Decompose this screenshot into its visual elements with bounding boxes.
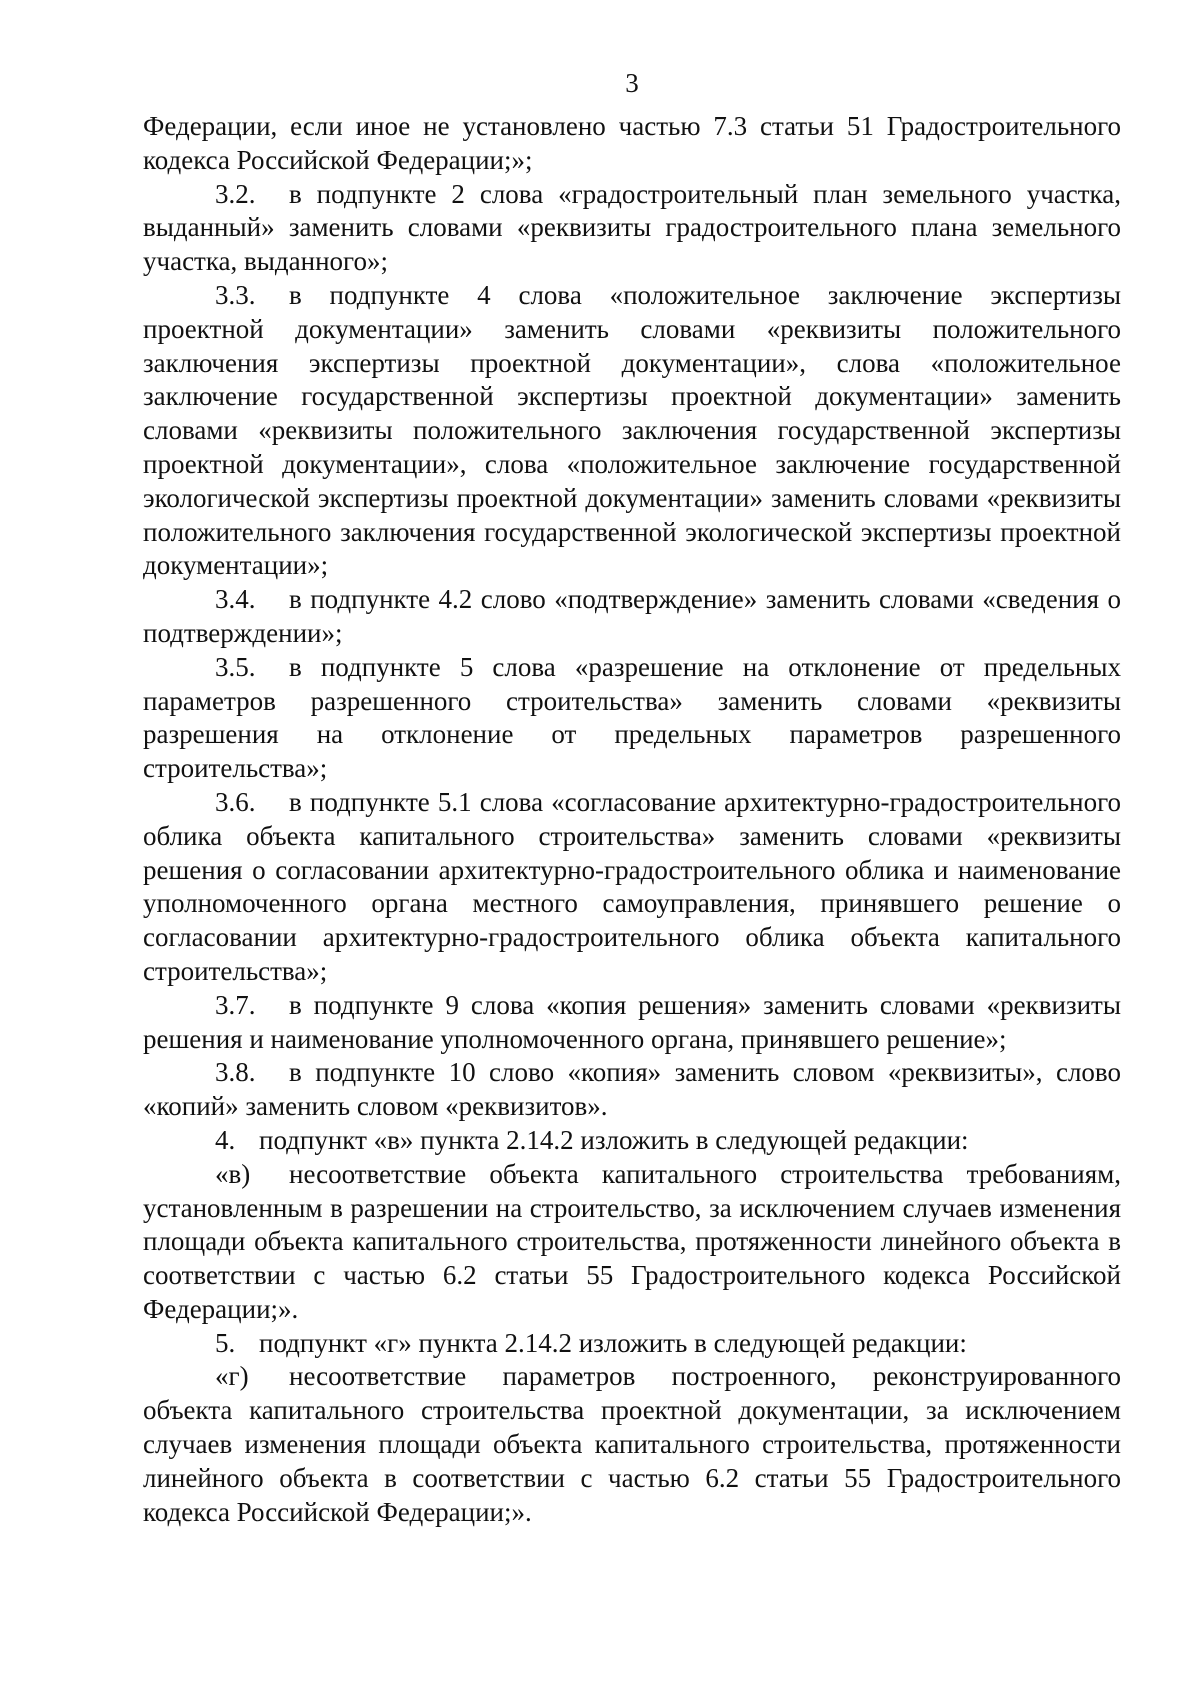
document-body (143, 110, 1121, 1529)
paragraph-label: 3.7. (215, 989, 256, 1020)
paragraph-text: несоответствие объекта капитального строительства требованиям, установленным в разрешении на строительство, за исключением случаев изменения площади объекта капитального строительства, протяженности линейного объекта в соответствии с частью 6.2 статьи 55 Градостроительного кодекса Российской Федерации;». (143, 1158, 1121, 1324)
paragraph-label: 4. (215, 1124, 236, 1155)
paragraph-label: 5. (215, 1327, 236, 1358)
paragraph-continuation (143, 110, 1121, 178)
paragraph-text: в подпункте 5 слова «разрешение на отклонение от предельных параметров разрешенного строительства» заменить словами «реквизиты разрешения на отклонение от предельных параметров разрешенного строительства»; (143, 651, 1121, 784)
paragraph-3-4 (143, 583, 1121, 651)
paragraph-text: в подпункте 10 слово «копия» заменить словом «реквизиты», слово «копий» заменить словом «реквизитов». (143, 1057, 1121, 1122)
paragraph-label: «в) (215, 1158, 251, 1189)
paragraph-3-7 (143, 989, 1121, 1057)
paragraph-3-6 (143, 786, 1121, 989)
paragraph-text: подпункт «г» пункта 2.14.2 изложить в следующей редакции: (259, 1327, 967, 1358)
paragraph-label: 3.6. (215, 786, 256, 817)
page-number: 3 (625, 68, 639, 98)
paragraph-text: несоответствие параметров построенного, реконструированного объекта капитального строительства проектной документации, за исключением случаев изменения площади объекта капитального строительства, протяженности линейного объекта в соответствии с частью 6.2 статьи 55 Градостроительного кодекса Российской Федерации;». (143, 1361, 1121, 1527)
paragraph-3-5 (143, 651, 1121, 786)
paragraph-4 (143, 1124, 1121, 1158)
paragraph-label: 3.5. (215, 651, 256, 682)
paragraph-text: в подпункте 4 слова «положительное заключение экспертизы проектной документации» заменить словами «реквизиты положительного заключения экспертизы проектной документации», слова «положительное заключение государственной экспертизы проектной документации» заменить словами «реквизиты положительного заключения государственной экспертизы проектной документации», слова «положительное заключение государственной экологической экспертизы проектной документации» заменить словами «реквизиты положительного заключения государственной экологической экспертизы проектной документации»; (143, 279, 1121, 581)
paragraph-5-g (143, 1360, 1121, 1529)
paragraph-text: в подпункте 4.2 слово «подтверждение» заменить словами «сведения о подтверждении»; (143, 584, 1121, 648)
paragraph-text: Федерации, если иное не установлено частью 7.3 статьи 51 Градостроительного кодекса Российской Федерации;»; (143, 111, 1121, 175)
paragraph-5 (143, 1327, 1121, 1361)
paragraph-text: в подпункте 5.1 слова «согласование архитектурно-градостроительного облика объекта капитального строительства» заменить словами «реквизиты решения о согласовании архитектурно-градостроительного облика и наименование уполномоченного органа местного самоуправления, принявшего решение о согласовании архитектурно-градостроительного облика объекта капитального строительства»; (143, 786, 1121, 986)
paragraph-label: «г) (215, 1361, 249, 1392)
paragraph-text: подпункт «в» пункта 2.14.2 изложить в следующей редакции: (259, 1124, 969, 1155)
paragraph-3-8 (143, 1056, 1121, 1124)
paragraph-label: 3.2. (215, 178, 256, 209)
paragraph-label: 3.4. (215, 584, 256, 615)
paragraph-label: 3.8. (215, 1057, 256, 1088)
paragraph-text: в подпункте 9 слова «копия решения» заменить словами «реквизиты решения и наименование уполномоченного органа, принявшего решение»; (143, 989, 1121, 1054)
paragraph-text: в подпункте 2 слова «градостроительный план земельного участка, выданный» заменить словами «реквизиты градостроительного плана земельного участка, выданного»; (143, 178, 1121, 277)
paragraph-4-v (143, 1158, 1121, 1327)
paragraph-label: 3.3. (215, 279, 256, 310)
paragraph-3-3 (143, 279, 1121, 583)
paragraph-3-2 (143, 178, 1121, 279)
